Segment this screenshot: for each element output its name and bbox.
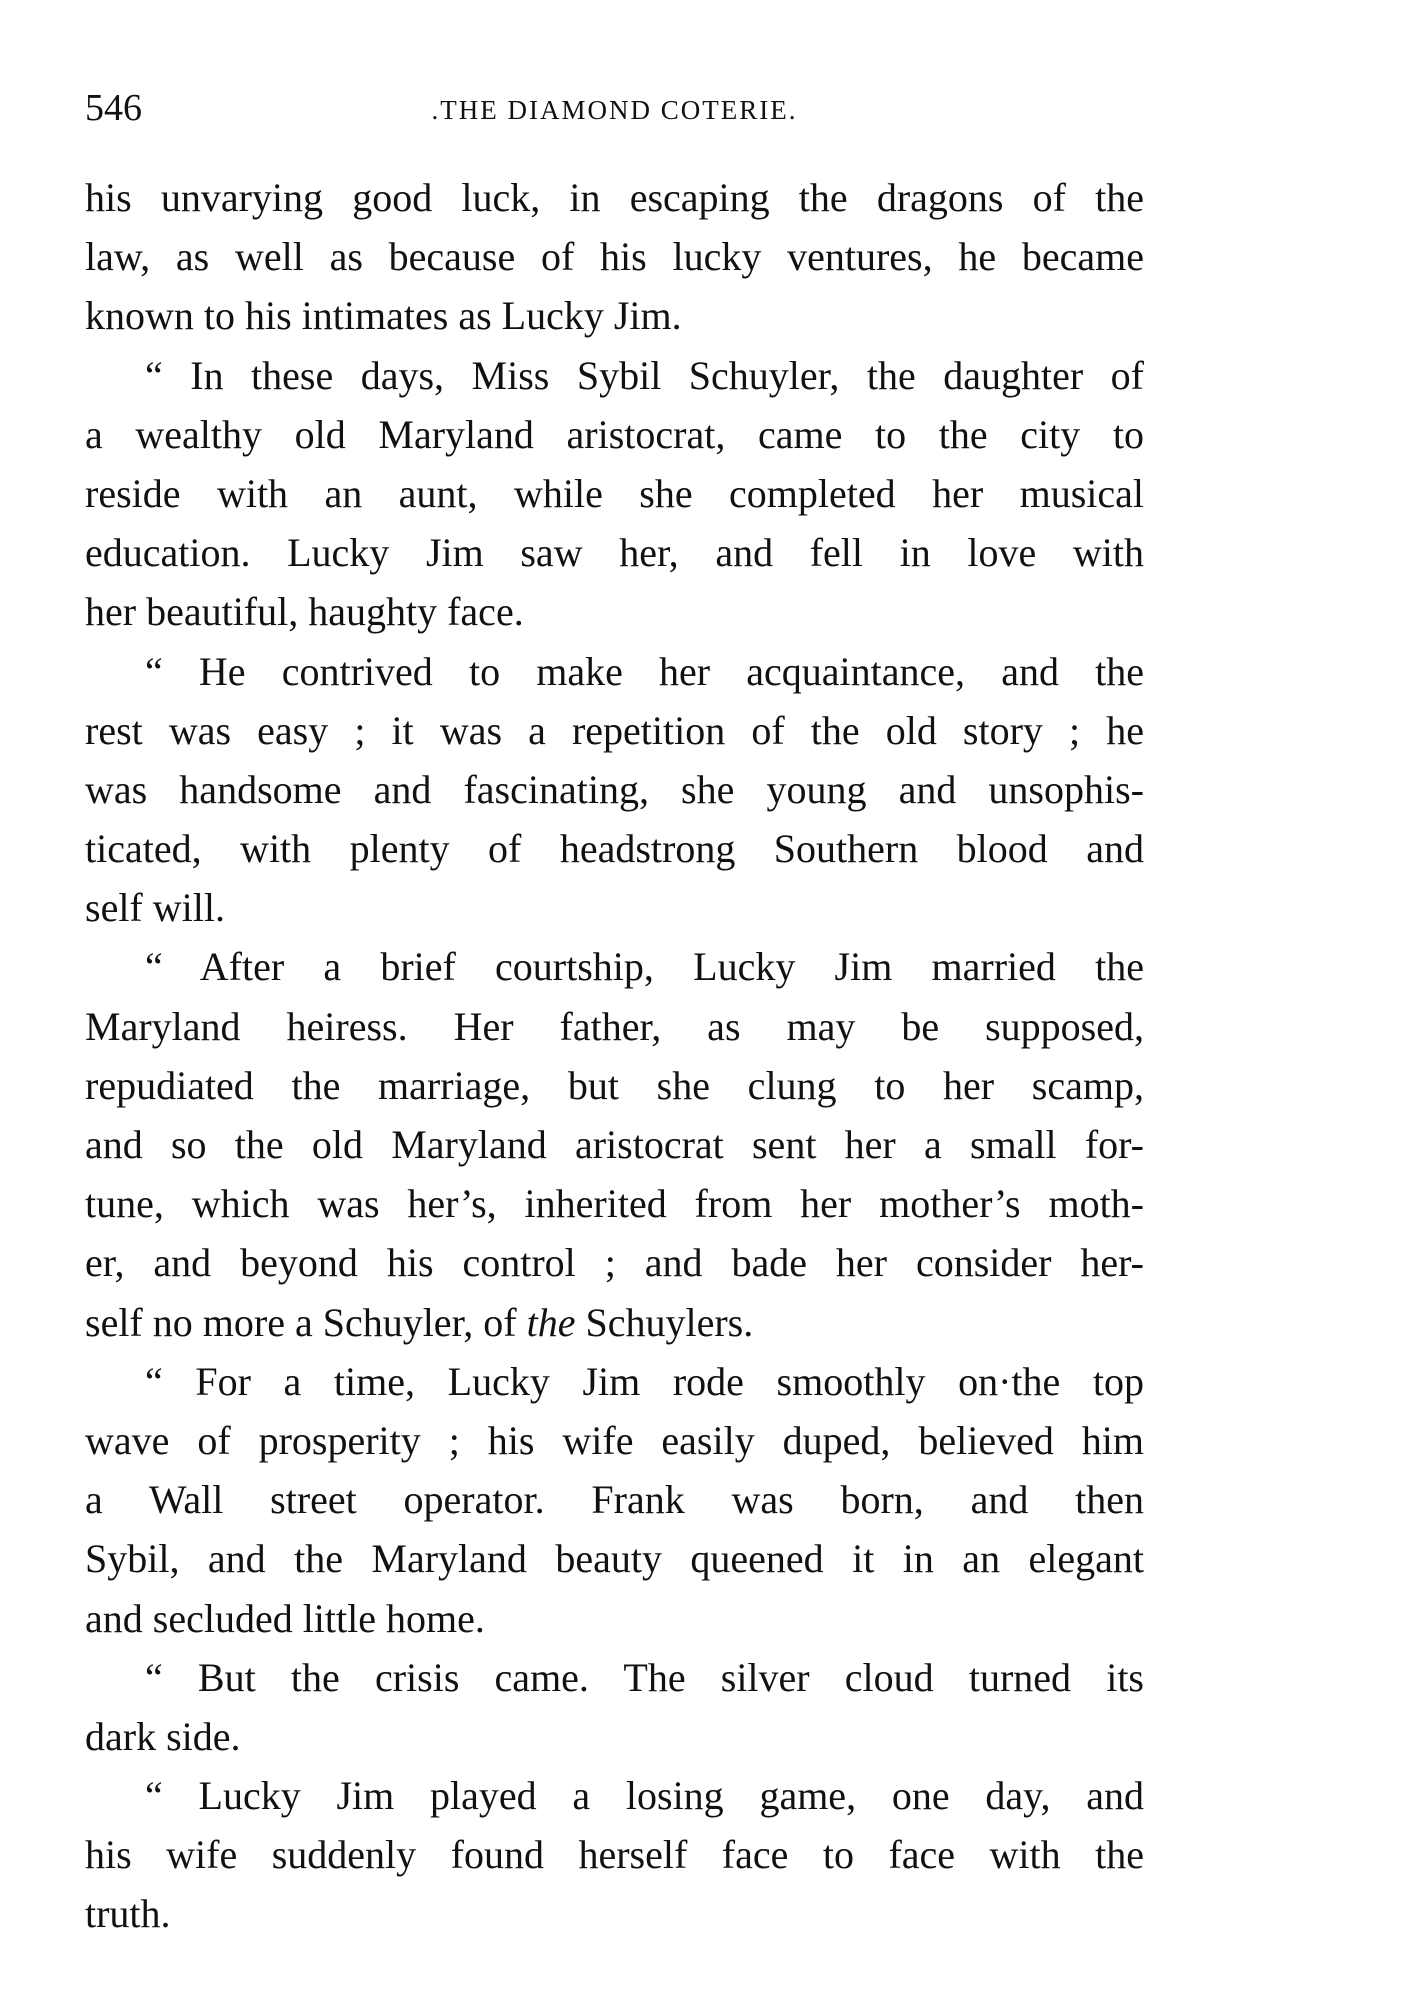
text-span: her beautiful, haughty face. bbox=[85, 589, 524, 635]
text-span: a wealthy old Maryland aristocrat, came to the city to bbox=[85, 411, 1144, 457]
text-line bbox=[85, 464, 1144, 523]
text-span: Sybil, and the Maryland beauty queened it in an elegant bbox=[85, 1536, 1144, 1582]
text-line bbox=[85, 1884, 1144, 1943]
text-line bbox=[85, 937, 1144, 996]
text-span: self will. bbox=[85, 885, 225, 931]
page-header bbox=[85, 84, 1144, 132]
text-line bbox=[85, 642, 1144, 701]
text-span: truth. bbox=[85, 1891, 171, 1937]
text-line bbox=[85, 760, 1144, 819]
paragraph bbox=[85, 1648, 1144, 1766]
text-line bbox=[85, 1766, 1144, 1825]
text-line bbox=[85, 1352, 1144, 1411]
paragraph bbox=[85, 642, 1144, 938]
text-line bbox=[85, 1825, 1144, 1884]
text-span: dark side. bbox=[85, 1713, 241, 1759]
text-span: “ In these days, Miss Sybil Schuyler, the daughter of bbox=[145, 352, 1144, 398]
text-line bbox=[85, 1174, 1144, 1233]
text-span: “ He contrived to make her acquaintance, and the bbox=[145, 648, 1144, 694]
paragraph bbox=[85, 937, 1144, 1351]
text-line bbox=[85, 1529, 1144, 1588]
body-text bbox=[85, 168, 1144, 1944]
text-span: “ For a time, Lucky Jim rode smoothly on·the top bbox=[145, 1358, 1144, 1404]
text-span: a Wall street operator. Frank was born, and then bbox=[85, 1477, 1144, 1523]
text-span: ticated, with plenty of headstrong Southern blood and bbox=[85, 826, 1144, 872]
text-line bbox=[85, 582, 1144, 641]
running-title: .THE DIAMOND COTERIE. bbox=[431, 95, 798, 125]
text-span: and secluded little home. bbox=[85, 1595, 485, 1641]
text-span: education. Lucky Jim saw her, and fell in love with bbox=[85, 530, 1144, 576]
text-line bbox=[85, 878, 1144, 937]
text-line bbox=[85, 1411, 1144, 1470]
text-span: er, and beyond his control ; and bade her consider her- bbox=[85, 1240, 1144, 1286]
text-span: reside with an aunt, while she completed her musical bbox=[85, 470, 1144, 516]
text-line bbox=[85, 523, 1144, 582]
text-line bbox=[85, 168, 1144, 227]
text-line bbox=[85, 1648, 1144, 1707]
text-line bbox=[85, 1707, 1144, 1766]
text-line bbox=[85, 286, 1144, 345]
text-span: “ Lucky Jim played a losing game, one day, and bbox=[145, 1773, 1144, 1819]
text-span: his wife suddenly found herself face to face with the bbox=[85, 1832, 1144, 1878]
text-span: wave of prosperity ; his wife easily duped, believed him bbox=[85, 1417, 1144, 1463]
text-span: tune, which was her’s, inherited from her mother’s moth- bbox=[85, 1181, 1144, 1227]
text-span: repudiated the marriage, but she clung to her scamp, bbox=[85, 1062, 1144, 1108]
text-span: the bbox=[526, 1299, 576, 1345]
page-number: 546 bbox=[85, 87, 142, 129]
text-line bbox=[85, 997, 1144, 1056]
text-line bbox=[85, 1115, 1144, 1174]
paragraph bbox=[85, 1766, 1144, 1944]
text-span: “ But the crisis came. The silver cloud turned its bbox=[145, 1654, 1144, 1700]
text-line bbox=[85, 1589, 1144, 1648]
text-line bbox=[85, 1293, 1144, 1352]
text-line bbox=[85, 1056, 1144, 1115]
text-line bbox=[85, 1470, 1144, 1529]
text-line bbox=[85, 1233, 1144, 1292]
text-span: and so the old Maryland aristocrat sent her a small for- bbox=[85, 1122, 1144, 1167]
text-span: law, as well as because of his lucky ventures, he became bbox=[85, 234, 1144, 280]
text-span: rest was easy ; it was a repetition of the old story ; he bbox=[85, 707, 1144, 753]
text-span: his unvarying good luck, in escaping the dragons of the bbox=[85, 175, 1144, 220]
text-line bbox=[85, 405, 1144, 464]
text-line bbox=[85, 819, 1144, 878]
text-span: self no more a Schuyler, of bbox=[85, 1299, 527, 1345]
paragraph bbox=[85, 168, 1144, 346]
paragraph bbox=[85, 346, 1144, 642]
text-span: Maryland heiress. Her father, as may be supposed, bbox=[85, 1003, 1144, 1049]
text-span: was handsome and fascinating, she young and unsophis- bbox=[85, 766, 1144, 812]
text-line bbox=[85, 227, 1144, 286]
text-span: “ After a brief courtship, Lucky Jim married the bbox=[145, 944, 1144, 990]
text-span: Schuylers. bbox=[575, 1299, 754, 1345]
text-line bbox=[85, 346, 1144, 405]
paragraph bbox=[85, 1352, 1144, 1648]
text-span: known to his intimates as Lucky Jim. bbox=[85, 293, 682, 339]
text-line bbox=[85, 701, 1144, 760]
